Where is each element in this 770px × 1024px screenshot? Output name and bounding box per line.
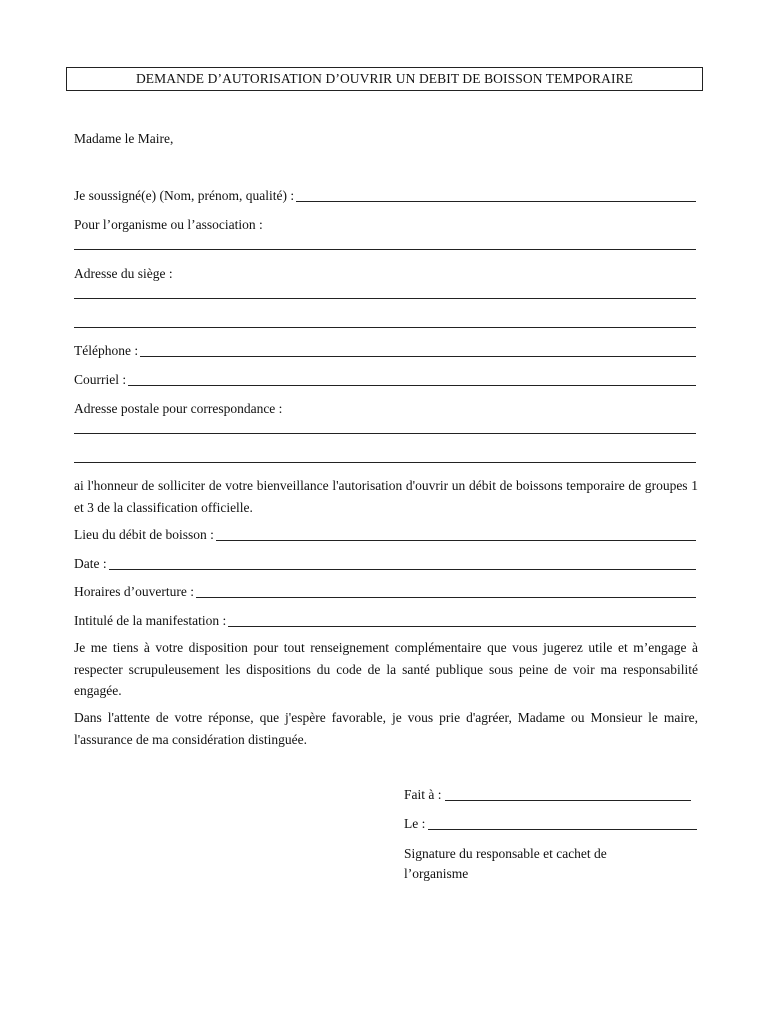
telephone-label: Téléphone : [74, 343, 139, 358]
date-label: Date : [74, 556, 107, 571]
fait-a-label: Fait à : [404, 787, 442, 802]
le-row [404, 815, 697, 833]
intitule-field[interactable] [228, 626, 696, 627]
commitment-paragraph: Je me tiens à votre disposition pour tout renseignement complémentaire que vous jugerez utile et m’engage à respecter scrupuleusement les dispositions du code de la santé publique sous peine de voir ma responsabilité engagée. [74, 640, 698, 698]
courriel-label: Courriel : [74, 372, 127, 387]
fait-a-field[interactable] [445, 800, 692, 801]
adresse-postale-field-2[interactable] [74, 462, 696, 463]
adresse-siege-label: Adresse du siège : [74, 266, 173, 281]
courriel-field[interactable] [128, 385, 696, 386]
courriel-row [74, 371, 696, 389]
signature-caption: Signature du responsable et cachet de l’organisme [404, 846, 607, 881]
adresse-siege-field-2[interactable] [74, 327, 696, 328]
telephone-row [74, 342, 696, 360]
le-field[interactable] [428, 829, 697, 830]
salutation: Madame le Maire, [74, 131, 174, 146]
date-row [74, 555, 696, 573]
lieu-row [74, 526, 696, 544]
lieu-label: Lieu du débit de boisson : [74, 527, 214, 542]
adresse-siege-field-1[interactable] [74, 298, 696, 299]
soussigne-label: Je soussigné(e) (Nom, prénom, qualité) : [74, 188, 295, 203]
organisme-field[interactable] [74, 249, 696, 250]
organisme-label: Pour l’organisme ou l’association : [74, 217, 263, 232]
date-field[interactable] [109, 569, 696, 570]
adresse-postale-label: Adresse postale pour correspondance : [74, 401, 283, 416]
intitule-label: Intitulé de la manifestation : [74, 613, 227, 628]
telephone-field[interactable] [140, 356, 696, 357]
document-title: DEMANDE D’AUTORISATION D’OUVRIR UN DEBIT DE BOISSON TEMPORAIRE [66, 67, 703, 91]
intitule-row [74, 612, 696, 630]
lieu-field[interactable] [216, 540, 696, 541]
request-paragraph: ai l'honneur de solliciter de votre bienveillance l'autorisation d'ouvrir un débit de boissons temporaire de groupes 1 et 3 de la classification officielle. [74, 478, 698, 515]
adresse-postale-field-1[interactable] [74, 433, 696, 434]
horaires-label: Horaires d’ouverture : [74, 584, 194, 599]
horaires-row [74, 583, 696, 601]
closing-paragraph: Dans l'attente de votre réponse, que j'espère favorable, je vous prie d'agréer, Madame ou Monsieur le maire, l'assurance de ma considération distinguée. [74, 710, 698, 747]
le-label: Le : [404, 816, 426, 831]
soussigne-field[interactable] [296, 201, 696, 202]
fait-a-row [404, 786, 691, 804]
soussigne-row [74, 187, 696, 205]
horaires-field[interactable] [196, 597, 696, 598]
